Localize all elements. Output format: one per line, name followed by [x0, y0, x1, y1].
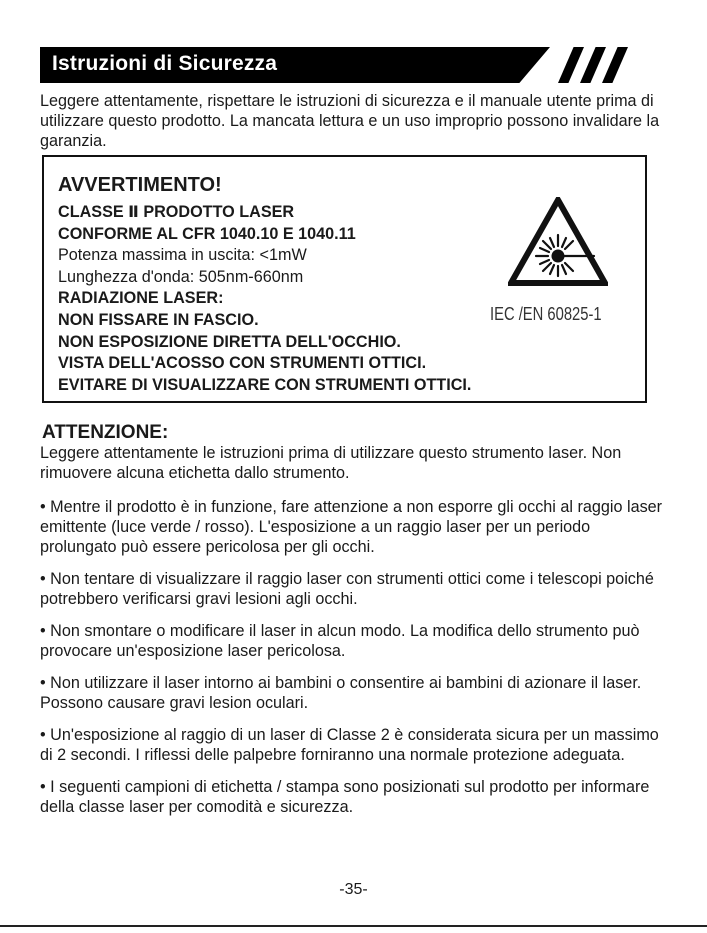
- warning-box: [42, 155, 647, 403]
- intro-paragraph: Leggere attentamente, rispettare le istruzioni di sicurezza e il manuale utente prima di utilizzare questo prodotto. La mancata lettura e un uso improprio possono invalidare la garanzia.: [40, 92, 660, 150]
- warning-line: RADIAZIONE LASER:: [58, 289, 224, 308]
- caution-paragraph: Leggere attentamente le istruzioni prima di utilizzare questo strumento laser. Non rimuovere alcuna etichetta dallo strumento.: [40, 444, 622, 482]
- warning-line: NON ESPOSIZIONE DIRETTA DELL'OCCHIO.: [58, 332, 401, 351]
- warning-line: Lunghezza d'onda: 505nm-660nm: [58, 267, 304, 286]
- caution-paragraph: • Non utilizzare il laser intorno ai bambini o consentire ai bambini di azionare il laser. Possono causare gravi lesion oculari.: [40, 674, 642, 712]
- caution-paragraph: • Non tentare di visualizzare il raggio laser con strumenti ottici come i telescopi poiché potrebbero verificarsi gravi lesioni agli occhi.: [40, 570, 654, 608]
- caution-paragraph: • I seguenti campioni di etichetta / stampa sono posizionati sul prodotto per informare della classe laser per comodità e sicurezza.: [40, 778, 650, 816]
- warning-line: NON FISSARE IN FASCIO.: [58, 310, 259, 329]
- iec-standard-label: IEC /EN 60825-1: [490, 304, 602, 324]
- warning-line: Potenza massima in uscita: <1mW: [58, 246, 307, 265]
- page-title: Istruzioni di Sicurezza: [52, 52, 278, 75]
- caution-title: ATTENZIONE:: [42, 422, 169, 443]
- decorative-slash: [580, 47, 606, 83]
- caution-body: [40, 443, 665, 829]
- page-number: -35-: [339, 881, 368, 898]
- laser-hazard-icon: [508, 197, 608, 287]
- bottom-divider: [0, 925, 707, 927]
- warning-line: CLASSE Ⅱ PRODOTTO LASER: [58, 203, 295, 221]
- warning-line: VISTA DELL'ACOSSO CON STRUMENTI OTTICI.: [58, 354, 427, 373]
- decorative-slash: [602, 47, 628, 83]
- section-header: [40, 47, 632, 83]
- caution-paragraph: • Non smontare o modificare il laser in alcun modo. La modifica dello strumento può provocare un'esposizione laser pericolosa.: [40, 622, 640, 660]
- caution-paragraph: • Mentre il prodotto è in funzione, fare attenzione a non esporre gli occhi al raggio laser emittente (luce verde / rosso). L'esposizione a un raggio laser per un periodo prolungato può essere pericolosa per gli occhi.: [40, 498, 663, 556]
- caution-paragraph: • Un'esposizione al raggio di un laser di Classe 2 è considerata sicura per un massimo di 2 secondi. I riflessi delle palpebre forniranno una normale protezione adeguata.: [40, 726, 659, 764]
- warning-title: AVVERTIMENTO!: [58, 174, 222, 196]
- decorative-slash: [558, 47, 584, 83]
- warning-line: EVITARE DI VISUALIZZARE CON STRUMENTI OTTICI.: [58, 375, 472, 394]
- warning-line: CONFORME AL CFR 1040.10 E 1040.11: [58, 224, 356, 243]
